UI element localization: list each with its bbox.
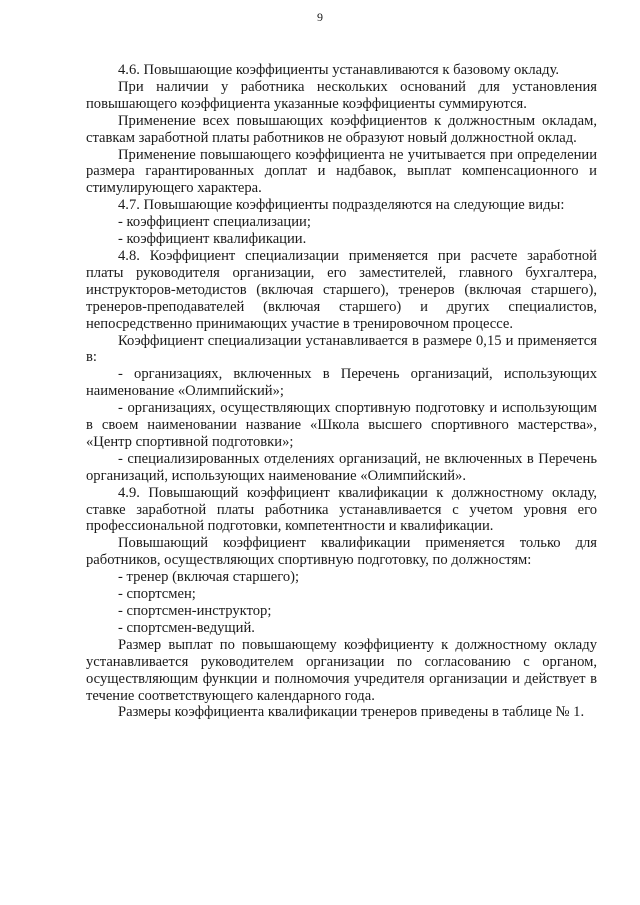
- list-item-olympic-orgs: - организациях, включенных в Перечень организаций, использующих наименование «Олимпийский»;: [86, 366, 597, 400]
- paragraph-no-new-salary: Применение всех повышающих коэффициентов к должностным окладам, ставкам заработной платы работников не образуют новый должностной оклад.: [86, 112, 597, 146]
- list-item-specialization: - коэффициент специализации;: [118, 214, 311, 231]
- document-body: [86, 62, 597, 721]
- paragraph-multiple-grounds: При наличии у работника нескольких оснований для установления повышающего коэффициента указанные коэффициенты суммируются.: [86, 78, 597, 112]
- list-item-athlete: - спортсмен;: [118, 586, 196, 603]
- list-item-specialized-departments: - специализированных отделениях организаций, не включенных в Перечень организаций, использующих наименование «Олимпийский».: [86, 450, 597, 484]
- paragraph-4-9: 4.9. Повышающий коэффициент квалификации к должностному окладу, ставке заработной платы работника устанавливается с учетом уровня его профессиональной подготовки, компетентности и квалификации.: [86, 484, 597, 535]
- paragraph-not-counted: Применение повышающего коэффициента не учитывается при определении размера гарантированных доплат и надбавок, выплат компенсационного и стимулирующего характера.: [86, 146, 597, 197]
- page-number: 9: [317, 10, 323, 24]
- list-item-athlete-instructor: - спортсмен-инструктор;: [118, 603, 272, 619]
- list-item-qualification: - коэффициент квалификации.: [118, 231, 307, 248]
- paragraph-4-6: 4.6. Повышающие коэффициенты устанавливаются к базовому окладу.: [118, 62, 560, 78]
- paragraph-4-8: 4.8. Коэффициент специализации применяется при расчете заработной платы руководителя организации, его заместителей, главного бухгалтера, инструкторов-методистов (включая старшего), тренеров (включая старшего), тренеров-преподавателей (включая старшего) и других специалистов, непосредственно принимающих участие в тренировочном процессе.: [86, 247, 597, 332]
- paragraph-qualification-positions: Повышающий коэффициент квалификации применяется только для работников, осуществляющих спортивную подготовку, по должностям:: [86, 535, 597, 569]
- paragraph-table-reference: Размеры коэффициента квалификации тренеров приведены в таблице № 1.: [118, 704, 585, 721]
- list-item-coach: - тренер (включая старшего);: [118, 569, 300, 586]
- list-item-lead-athlete: - спортсмен-ведущий.: [118, 619, 255, 636]
- list-item-sport-schools: - организациях, осуществляющих спортивную подготовку и использующим в своем наименовании название «Школа высшего спортивного мастерства», «Центр спортивной подготовки»;: [86, 400, 597, 450]
- paragraph-4-7: 4.7. Повышающие коэффициенты подразделяются на следующие виды:: [118, 197, 565, 214]
- paragraph-specialization-rate: Коэффициент специализации устанавливается в размере 0,15 и применяется в:: [86, 332, 597, 366]
- paragraph-payment-size: Размер выплат по повышающему коэффициенту к должностному окладу устанавливается руководителем организации по согласованию с органом, осуществляющим функции и полномочия учредителя организации и действует в течение соответствующего календарного года.: [86, 636, 597, 704]
